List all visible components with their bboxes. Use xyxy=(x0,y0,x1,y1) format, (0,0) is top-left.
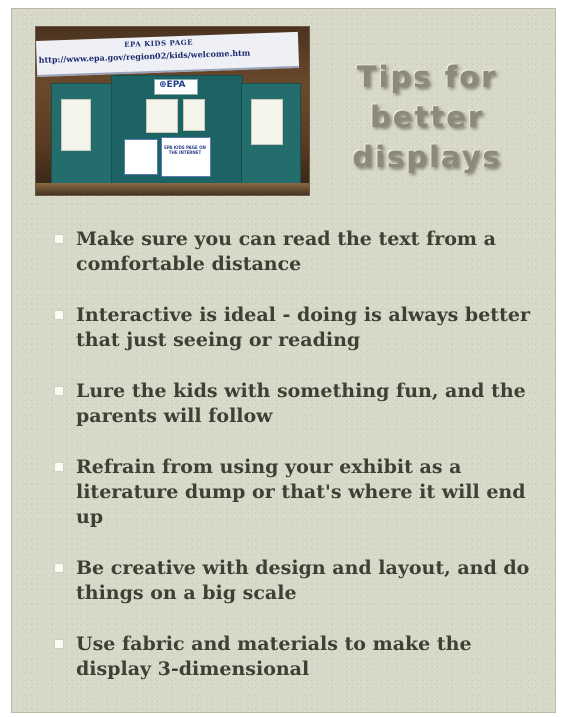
title-line: better xyxy=(369,100,485,134)
bullet-square-icon xyxy=(54,462,64,472)
bullet-square-icon xyxy=(54,234,64,244)
bullet-text: Interactive is ideal - doing is always better that just seeing or reading xyxy=(76,304,530,351)
bullet-item xyxy=(54,379,544,429)
banner-url: http://www.epa.gov/region02/kids/welcome.htm xyxy=(38,47,251,65)
bullet-text: Refrain from using your exhibit as a literature dump or that's where it will end up xyxy=(76,456,526,528)
bullet-text: Use fabric and materials to make the display 3-dimensional xyxy=(76,633,472,680)
table-edge xyxy=(36,183,310,196)
bullet-text: Make sure you can read the text from a comfortable distance xyxy=(76,228,496,275)
bullet-square-icon xyxy=(54,310,64,320)
bullet-item xyxy=(54,455,544,530)
bullet-item xyxy=(54,303,544,353)
bullet-square-icon xyxy=(54,563,64,573)
bullet-item xyxy=(54,556,544,606)
title-line: Tips for xyxy=(356,60,498,94)
bullet-item xyxy=(54,632,544,682)
slide xyxy=(11,8,556,713)
title-line: displays xyxy=(352,140,502,174)
banner-heading: EPA KIDS PAGE xyxy=(124,37,194,49)
board-poster xyxy=(161,137,211,177)
bullet-text: Be creative with design and layout, and do things on a big scale xyxy=(76,557,530,604)
bullet-square-icon xyxy=(54,639,64,649)
bullet-list xyxy=(54,227,544,708)
board-paper xyxy=(251,99,283,145)
board-paper xyxy=(183,99,205,131)
epa-logo-text: ⊕EPA xyxy=(159,80,186,90)
bullet-square-icon xyxy=(54,386,64,396)
display-board-photo xyxy=(35,26,310,196)
board-paper xyxy=(146,99,178,133)
url-banner xyxy=(36,32,299,77)
slide-title xyxy=(322,57,532,177)
board-paper xyxy=(61,99,91,151)
poster-text: EPA KIDS PAGE ON THE INTERNET xyxy=(164,145,206,155)
bullet-item xyxy=(54,227,544,277)
board-poster xyxy=(124,139,158,175)
bullet-text: Lure the kids with something fun, and the parents will follow xyxy=(76,380,526,427)
